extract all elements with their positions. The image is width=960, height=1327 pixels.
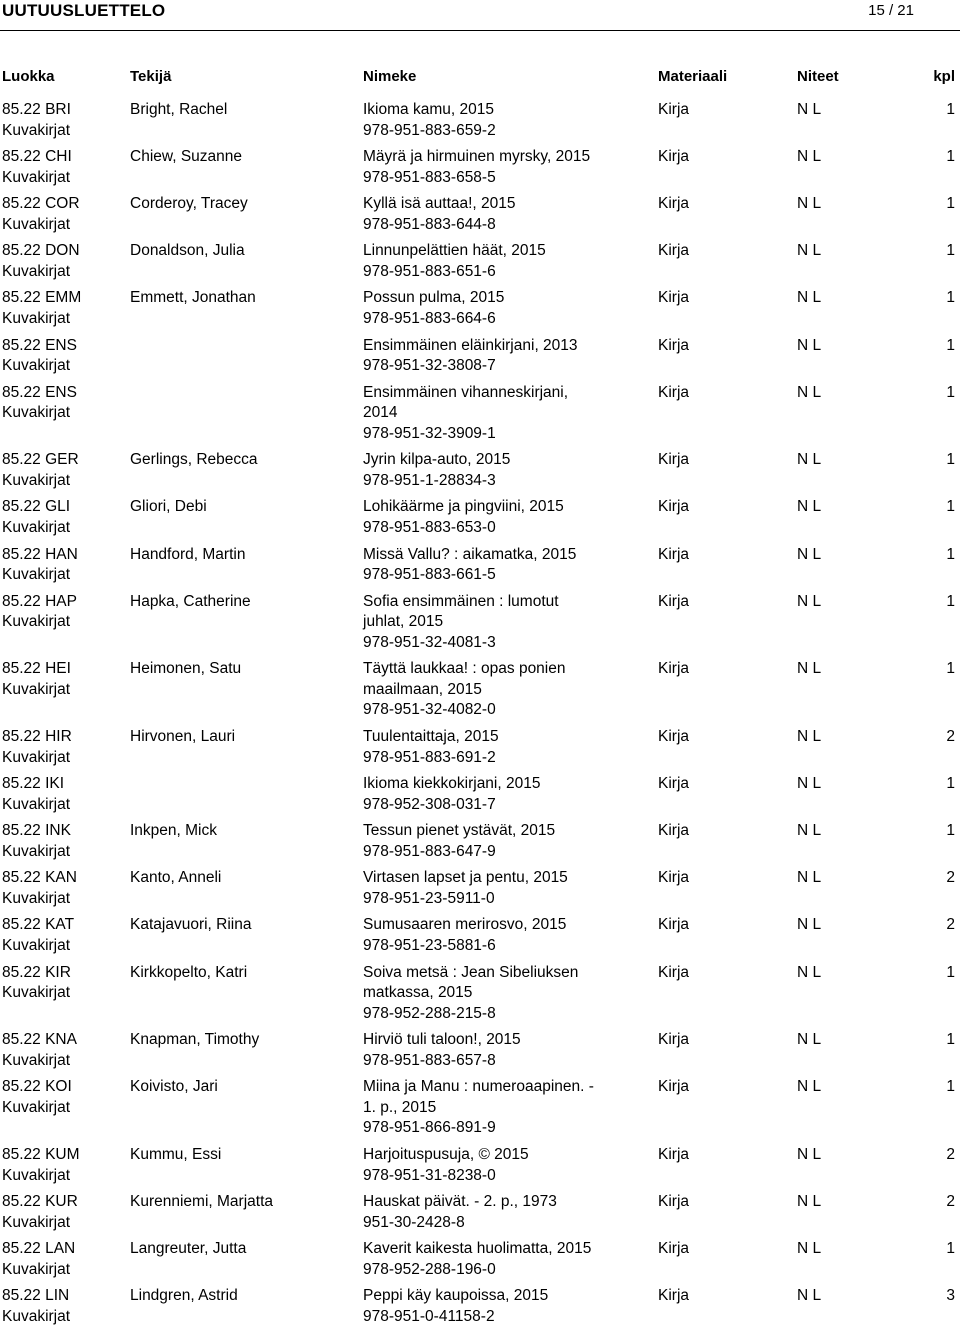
header-divider: [0, 30, 960, 31]
section-name: Kuvakirjat: [2, 471, 71, 489]
isbn: 978-951-883-659-2: [363, 121, 496, 139]
classification-code: 85.22 ENS: [2, 336, 77, 354]
luokka-cell: [2, 915, 126, 956]
luokka-cell: [2, 1030, 126, 1071]
title-cell: [363, 545, 653, 586]
count-cell: 1: [946, 101, 955, 118]
author-name: Bright, Rachel: [130, 101, 228, 118]
column-header-materiaali: Materiaali: [658, 68, 728, 85]
isbn: 978-952-308-031-7: [363, 795, 496, 813]
luokka-cell: [2, 194, 126, 235]
title-line: juhlat, 2015: [363, 613, 444, 631]
section-name: Kuvakirjat: [2, 1051, 71, 1069]
count-cell: 1: [946, 451, 955, 469]
isbn: 978-951-23-5881-6: [363, 936, 496, 954]
classification-code: 85.22 KAN: [2, 869, 77, 887]
title-line: Ensimmäinen eläinkirjani, 2013: [363, 336, 578, 354]
author-name: Kurenniemi, Marjatta: [130, 1193, 274, 1211]
copies-location-cell: N L: [797, 336, 822, 354]
title-cell: [363, 727, 653, 768]
title-cell: [363, 659, 653, 721]
section-name: Kuvakirjat: [2, 1098, 71, 1116]
author-name: Hapka, Catherine: [130, 592, 251, 610]
title-line: Soiva metsä : Jean Sibeliuksen: [363, 963, 579, 981]
section-name: Kuvakirjat: [2, 262, 71, 280]
section-name: Kuvakirjat: [2, 984, 71, 1002]
section-name: Kuvakirjat: [2, 613, 71, 631]
classification-code: 85.22 KUM: [2, 1146, 80, 1163]
author-name: Chiew, Suzanne: [130, 148, 243, 166]
copies-location-cell: N L: [797, 822, 822, 840]
author-name: Inkpen, Mick: [130, 822, 218, 840]
luokka-cell: [2, 241, 126, 282]
title-line: Possun pulma, 2015: [363, 289, 505, 307]
title-cell: [363, 1030, 653, 1071]
title-line: Harjoituspusuja, © 2015: [363, 1146, 529, 1163]
column-header-nimeke: Nimeke: [363, 68, 417, 85]
author-cell: [130, 288, 358, 309]
section-name: Kuvakirjat: [2, 518, 71, 536]
count-cell: 1: [946, 1031, 955, 1049]
material-cell: Kirja: [658, 545, 690, 563]
material-cell: Kirja: [658, 728, 690, 745]
section-name: Kuvakirjat: [2, 936, 71, 954]
author-name: Emmett, Jonathan: [130, 289, 256, 307]
copies-location-cell: N L: [797, 383, 822, 401]
author-name: Handford, Martin: [130, 545, 246, 563]
title-cell: [363, 241, 653, 282]
author-cell: [130, 963, 358, 984]
page-header: [0, 0, 960, 26]
luokka-cell: [2, 497, 126, 538]
author-name: Lindgren, Astrid: [130, 1287, 238, 1305]
column-header-tekija: Tekijä: [130, 68, 172, 85]
isbn: 978-951-866-891-9: [363, 1119, 496, 1137]
classification-code: 85.22 HAP: [2, 592, 77, 610]
title-line: Kyllä isä auttaa!, 2015: [363, 195, 516, 213]
copies-location-cell: N L: [797, 916, 822, 934]
luokka-cell: [2, 1192, 126, 1233]
isbn: 978-951-883-691-2: [363, 748, 496, 766]
material-cell: Kirja: [658, 592, 690, 610]
title-line: Mäyrä ja hirmuinen myrsky, 2015: [363, 148, 591, 166]
copies-location-cell: N L: [797, 1287, 822, 1305]
luokka-cell: [2, 592, 126, 633]
title-cell: [363, 1145, 653, 1186]
classification-code: 85.22 ENS: [2, 383, 77, 401]
material-cell: Kirja: [658, 1287, 690, 1305]
copies-location-cell: N L: [797, 1193, 822, 1211]
author-name: Kirkkopelto, Katri: [130, 963, 248, 981]
title-line: Sofia ensimmäinen : lumotut: [363, 592, 559, 610]
classification-code: 85.22 HIR: [2, 728, 72, 745]
classification-code: 85.22 GER: [2, 451, 79, 469]
title-cell: [363, 915, 653, 956]
luokka-cell: [2, 383, 126, 424]
section-name: Kuvakirjat: [2, 748, 71, 766]
author-cell: [130, 450, 358, 471]
section-name: Kuvakirjat: [2, 889, 71, 907]
title-cell: [363, 194, 653, 235]
isbn: 978-951-883-664-6: [363, 309, 496, 327]
author-cell: [130, 592, 358, 613]
count-cell: 1: [946, 498, 955, 516]
material-cell: Kirja: [658, 101, 690, 118]
title-line: matkassa, 2015: [363, 984, 473, 1002]
isbn: 978-951-883-657-8: [363, 1051, 496, 1069]
section-name: Kuvakirjat: [2, 168, 71, 186]
isbn: 951-30-2428-8: [363, 1213, 465, 1231]
title-line: Virtasen lapset ja pentu, 2015: [363, 869, 568, 887]
column-header-niteet: Niteet: [797, 68, 839, 85]
classification-code: 85.22 BRI: [2, 101, 71, 118]
material-cell: Kirja: [658, 1193, 690, 1211]
classification-code: 85.22 KIR: [2, 963, 71, 981]
author-cell: [130, 868, 358, 889]
title-line: Lohikäärme ja pingviini, 2015: [363, 498, 564, 516]
title-line: Linnunpelättien häät, 2015: [363, 242, 546, 260]
count-cell: 1: [946, 545, 955, 563]
page-number: 15 / 21: [868, 2, 914, 19]
luokka-cell: [2, 868, 126, 909]
title-cell: [363, 1286, 653, 1327]
classification-code: 85.22 EMM: [2, 289, 82, 307]
title-cell: [363, 288, 653, 329]
title-cell: [363, 383, 653, 445]
count-cell: 2: [946, 728, 955, 745]
luokka-cell: [2, 774, 126, 815]
material-cell: Kirja: [658, 336, 690, 354]
title-line: Tessun pienet ystävät, 2015: [363, 822, 556, 840]
title-line: Peppi käy kaupoissa, 2015: [363, 1287, 549, 1305]
isbn: 978-952-288-196-0: [363, 1260, 496, 1278]
luokka-cell: [2, 450, 126, 491]
author-name: Katajavuori, Riina: [130, 916, 252, 934]
author-cell: [130, 147, 358, 168]
copies-location-cell: N L: [797, 775, 822, 793]
luokka-cell: [2, 288, 126, 329]
isbn: 978-951-883-644-8: [363, 215, 496, 233]
author-cell: [130, 1077, 358, 1098]
copies-location-cell: N L: [797, 1240, 822, 1258]
classification-code: 85.22 IKI: [2, 775, 65, 793]
section-name: Kuvakirjat: [2, 121, 71, 139]
author-name: Corderoy, Tracey: [130, 195, 248, 213]
section-name: Kuvakirjat: [2, 215, 71, 233]
copies-location-cell: N L: [797, 1146, 822, 1163]
title-line: Hauskat päivät. - 2. p., 1973: [363, 1193, 557, 1211]
material-cell: Kirja: [658, 148, 690, 166]
count-cell: 1: [946, 195, 955, 213]
isbn: 978-952-288-215-8: [363, 1004, 496, 1022]
title-line: 2014: [363, 404, 398, 422]
luokka-cell: [2, 1077, 126, 1118]
author-cell: [130, 497, 358, 518]
copies-location-cell: N L: [797, 195, 822, 213]
count-cell: 1: [946, 148, 955, 166]
title-cell: [363, 100, 653, 141]
count-cell: 1: [946, 383, 955, 401]
copies-location-cell: N L: [797, 148, 822, 166]
title-line: Miina ja Manu : numeroaapinen. -: [363, 1078, 594, 1096]
title-line: Ikioma kiekkokirjani, 2015: [363, 775, 541, 793]
luokka-cell: [2, 1286, 126, 1327]
author-cell: [130, 727, 358, 748]
author-name: Koivisto, Jari: [130, 1078, 218, 1096]
copies-location-cell: N L: [797, 498, 822, 516]
material-cell: Kirja: [658, 916, 690, 934]
isbn: 978-951-883-661-5: [363, 566, 496, 584]
material-cell: Kirja: [658, 383, 690, 401]
material-cell: Kirja: [658, 1031, 690, 1049]
section-name: Kuvakirjat: [2, 1213, 71, 1231]
copies-location-cell: N L: [797, 242, 822, 260]
section-name: Kuvakirjat: [2, 680, 71, 698]
column-header-kpl: kpl: [933, 68, 955, 85]
author-name: Langreuter, Jutta: [130, 1240, 247, 1258]
classification-code: 85.22 CHI: [2, 148, 72, 166]
section-name: Kuvakirjat: [2, 404, 71, 422]
title-line: Hirviö tuli taloon!, 2015: [363, 1031, 521, 1049]
isbn: 978-951-32-4081-3: [363, 633, 496, 651]
luokka-cell: [2, 1239, 126, 1280]
count-cell: 2: [946, 1146, 955, 1163]
copies-location-cell: N L: [797, 101, 822, 118]
title-cell: [363, 147, 653, 188]
author-name: Kummu, Essi: [130, 1146, 222, 1163]
author-name: Knapman, Timothy: [130, 1031, 260, 1049]
classification-code: 85.22 KAT: [2, 916, 75, 934]
section-name: Kuvakirjat: [2, 309, 71, 327]
title-cell: [363, 774, 653, 815]
section-name: Kuvakirjat: [2, 795, 71, 813]
count-cell: 3: [946, 1287, 955, 1305]
material-cell: Kirja: [658, 498, 690, 516]
classification-code: 85.22 INK: [2, 822, 71, 840]
material-cell: Kirja: [658, 869, 690, 887]
luokka-cell: [2, 821, 126, 862]
isbn: 978-951-883-647-9: [363, 842, 496, 860]
author-name: Gliori, Debi: [130, 498, 207, 516]
title-line: Kaverit kaikesta huolimatta, 2015: [363, 1240, 592, 1258]
title-cell: [363, 336, 653, 377]
count-cell: 1: [946, 592, 955, 610]
title-cell: [363, 821, 653, 862]
author-cell: [130, 1239, 358, 1260]
count-cell: 1: [946, 963, 955, 981]
material-cell: Kirja: [658, 1078, 690, 1096]
title-cell: [363, 1192, 653, 1233]
title-line: Missä Vallu? : aikamatka, 2015: [363, 545, 577, 563]
title-line: Ensimmäinen vihanneskirjani,: [363, 383, 569, 401]
count-cell: 1: [946, 1078, 955, 1096]
isbn: 978-951-0-41158-2: [363, 1307, 495, 1325]
count-cell: 1: [946, 1240, 955, 1258]
luokka-cell: [2, 336, 126, 377]
author-name: Kanto, Anneli: [130, 869, 222, 887]
classification-code: 85.22 COR: [2, 195, 80, 213]
section-name: Kuvakirjat: [2, 357, 71, 375]
author-cell: [130, 659, 358, 680]
author-cell: [130, 1286, 358, 1307]
luokka-cell: [2, 659, 126, 700]
count-cell: 1: [946, 289, 955, 307]
luokka-cell: [2, 727, 126, 768]
isbn: 978-951-32-3808-7: [363, 357, 496, 375]
classification-code: 85.22 GLI: [2, 498, 71, 516]
classification-code: 85.22 KUR: [2, 1193, 78, 1211]
author-cell: [130, 545, 358, 566]
title-line: Ikioma kamu, 2015: [363, 101, 494, 118]
isbn: 978-951-32-3909-1: [363, 424, 496, 442]
title-cell: [363, 497, 653, 538]
author-cell: [130, 915, 358, 936]
title-line: Täyttä laukkaa! : opas ponien: [363, 660, 566, 678]
material-cell: Kirja: [658, 289, 690, 307]
author-cell: [130, 194, 358, 215]
count-cell: 2: [946, 916, 955, 934]
title-line: Tuulentaittaja, 2015: [363, 728, 499, 745]
section-name: Kuvakirjat: [2, 566, 71, 584]
count-cell: 1: [946, 822, 955, 840]
luokka-cell: [2, 545, 126, 586]
column-header-luokka: Luokka: [2, 68, 55, 85]
document-title: UUTUUSLUETTELO: [2, 1, 166, 20]
author-cell: [130, 100, 358, 121]
material-cell: Kirja: [658, 822, 690, 840]
title-line: Jyrin kilpa-auto, 2015: [363, 451, 511, 469]
copies-location-cell: N L: [797, 289, 822, 307]
isbn: 978-951-23-5911-0: [363, 889, 495, 907]
author-cell: [130, 1145, 358, 1166]
copies-location-cell: N L: [797, 451, 822, 469]
material-cell: Kirja: [658, 195, 690, 213]
material-cell: Kirja: [658, 775, 690, 793]
copies-location-cell: N L: [797, 545, 822, 563]
author-name: Gerlings, Rebecca: [130, 451, 258, 469]
classification-code: 85.22 LAN: [2, 1240, 76, 1258]
title-line: Sumusaaren merirosvo, 2015: [363, 916, 567, 934]
copies-location-cell: N L: [797, 963, 822, 981]
title-cell: [363, 450, 653, 491]
section-name: Kuvakirjat: [2, 1260, 71, 1278]
material-cell: Kirja: [658, 451, 690, 469]
author-cell: [130, 1030, 358, 1051]
luokka-cell: [2, 963, 126, 1004]
material-cell: Kirja: [658, 963, 690, 981]
author-cell: [130, 241, 358, 262]
author-name: Hirvonen, Lauri: [130, 728, 236, 745]
material-cell: Kirja: [658, 1240, 690, 1258]
section-name: Kuvakirjat: [2, 842, 71, 860]
isbn: 978-951-883-653-0: [363, 518, 496, 536]
title-cell: [363, 868, 653, 909]
classification-code: 85.22 HEI: [2, 660, 71, 678]
section-name: Kuvakirjat: [2, 1307, 71, 1325]
classification-code: 85.22 LIN: [2, 1287, 70, 1305]
section-name: Kuvakirjat: [2, 1166, 71, 1184]
classification-code: 85.22 KOI: [2, 1078, 72, 1096]
material-cell: Kirja: [658, 1146, 690, 1163]
material-cell: Kirja: [658, 660, 690, 678]
title-cell: [363, 963, 653, 1025]
luokka-cell: [2, 147, 126, 188]
count-cell: 2: [946, 869, 955, 887]
isbn: 978-951-883-651-6: [363, 262, 496, 280]
isbn: 978-951-31-8238-0: [363, 1166, 496, 1184]
count-cell: 1: [946, 660, 955, 678]
material-cell: Kirja: [658, 242, 690, 260]
title-line: maailmaan, 2015: [363, 680, 482, 698]
count-cell: 1: [946, 336, 955, 354]
copies-location-cell: N L: [797, 869, 822, 887]
luokka-cell: [2, 1145, 126, 1186]
classification-code: 85.22 DON: [2, 242, 80, 260]
copies-location-cell: N L: [797, 1078, 822, 1096]
copies-location-cell: N L: [797, 592, 822, 610]
copies-location-cell: N L: [797, 1031, 822, 1049]
isbn: 978-951-883-658-5: [363, 168, 496, 186]
title-line: 1. p., 2015: [363, 1098, 437, 1116]
count-cell: 1: [946, 775, 955, 793]
copies-location-cell: N L: [797, 728, 822, 745]
title-cell: [363, 1077, 653, 1139]
classification-code: 85.22 HAN: [2, 545, 78, 563]
author-cell: [130, 821, 358, 842]
title-cell: [363, 1239, 653, 1280]
classification-code: 85.22 KNA: [2, 1031, 77, 1049]
count-cell: 1: [946, 242, 955, 260]
author-cell: [130, 1192, 358, 1213]
author-name: Heimonen, Satu: [130, 660, 242, 678]
title-cell: [363, 592, 653, 654]
isbn: 978-951-32-4082-0: [363, 701, 496, 719]
count-cell: 2: [946, 1193, 955, 1211]
copies-location-cell: N L: [797, 660, 822, 678]
luokka-cell: [2, 100, 126, 141]
isbn: 978-951-1-28834-3: [363, 471, 496, 489]
author-name: Donaldson, Julia: [130, 242, 245, 260]
